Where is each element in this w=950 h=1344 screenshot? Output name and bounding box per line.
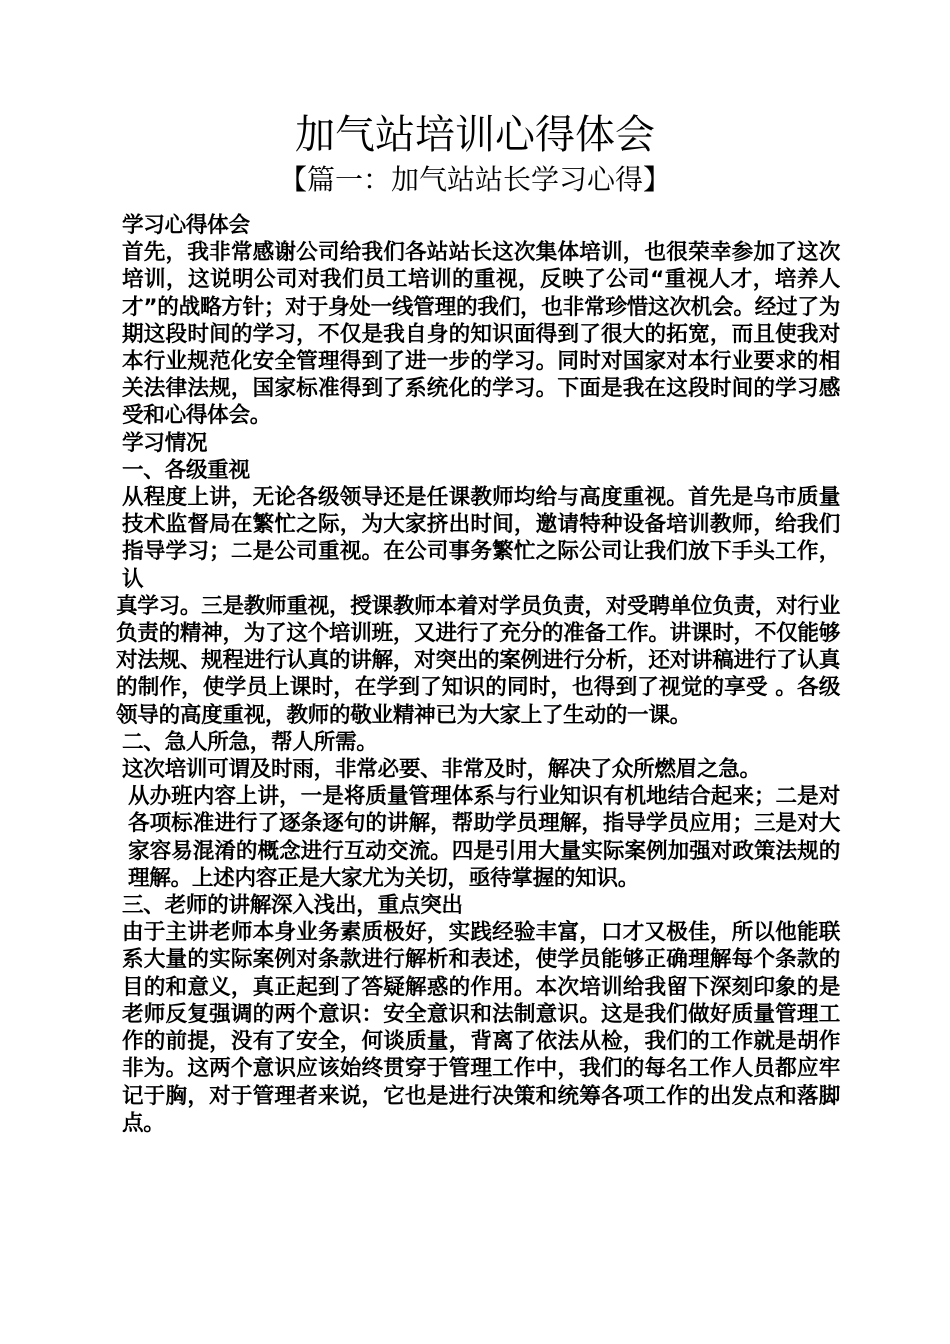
paragraph-section-2b: 从办班内容上讲，一是将质量管理体系与行业知识有机地结合起来；二是对各项标准进行了逐条逐句的讲解，帮助学员理解，指导学员应用；三是对大家容易混淆的概念进行互动交流。四是引用大量实际案例加强对政策法规的理解。上述内容正是大家尤为关切，亟待掌握的知识。 xyxy=(128,784,840,891)
paragraph-section-1b: 真学习。三是教师重视，授课教师本着对学员负责，对受聘单位负责，对行业负责的精神，为了这个培训班，又进行了充分的准备工作。讲课时，不仅能够对法规、规程进行认真的讲解，对突出的案例进行分析，还对讲稿进行了认真的制作，使学员上课时，在学到了知识的同时，也得到了视觉的享受 。各级领导的高度重视，教师的敬业精神已为大家上了生动的一课。 xyxy=(116,593,840,728)
section-heading-study-experience: 学习心得体会 xyxy=(122,213,250,238)
paragraph-section-3: 由于主讲老师本身业务素质极好，实践经验丰富，口才又极佳，所以他能联系大量的实际案例对条款进行解析和表述，使学员能够正确理解每个条款的目的和意义，真正起到了答疑解惑的作用。本次培训给我留下深刻印象的是老师反复强调的两个意识：安全意识和法制意识。这是我们做好质量管理工作的前提，没有了安全，何谈质量，背离了依法从检，我们的工作就是胡作非为。这两个意识应该始终贯穿于管理工作中，我们的每名工作人员都应牢记于胸，对于管理者来说，它也是进行决策和统筹各项工作的出发点和落脚点。 xyxy=(122,920,840,1136)
document-subtitle: 【篇一：加气站站长学习心得】 xyxy=(278,163,671,196)
paragraph-intro: 首先，我非常感谢公司给我们各站站长这次集体培训，也很荣幸参加了这次培训，这说明公司对我们员工培训的重视，反映了公司“重视人才，培养人才”的战略方针；对于身处一线管理的我们，也非常珍惜这次机会。经过了为期这段时间的学习，不仅是我自身的知识面得到了很大的拓宽，而且使我对本行业规范化安全管理得到了进一步的学习。同时对国家对本行业要求的相关法律法规，国家标准得到了系统化的学习。下面是我在这段时间的学习感受和心得体会。 xyxy=(122,240,840,429)
section-heading-1: 一、各级重视 xyxy=(122,457,250,483)
section-heading-2: 二、急人所急，帮人所需。 xyxy=(122,729,378,755)
paragraph-section-1a: 从程度上讲，无论各级领导还是任课教师均给与高度重视。首先是乌市质量技术监督局在繁忙之际，为大家挤出时间，邀请特种设备培训教师，给我们指导学习；二是公司重视。在公司事务繁忙之际公司让我们放下手头工作，认 xyxy=(122,485,840,592)
document-title: 加气站培训心得体会 xyxy=(295,112,655,158)
section-heading-study-situation: 学习情况 xyxy=(122,430,208,456)
paragraph-section-2a: 这次培训可谓及时雨，非常必要、非常及时，解决了众所燃眉之急。 xyxy=(122,757,761,783)
section-heading-3: 三、老师的讲解深入浅出，重点突出 xyxy=(122,893,463,919)
document-body xyxy=(116,212,840,1137)
